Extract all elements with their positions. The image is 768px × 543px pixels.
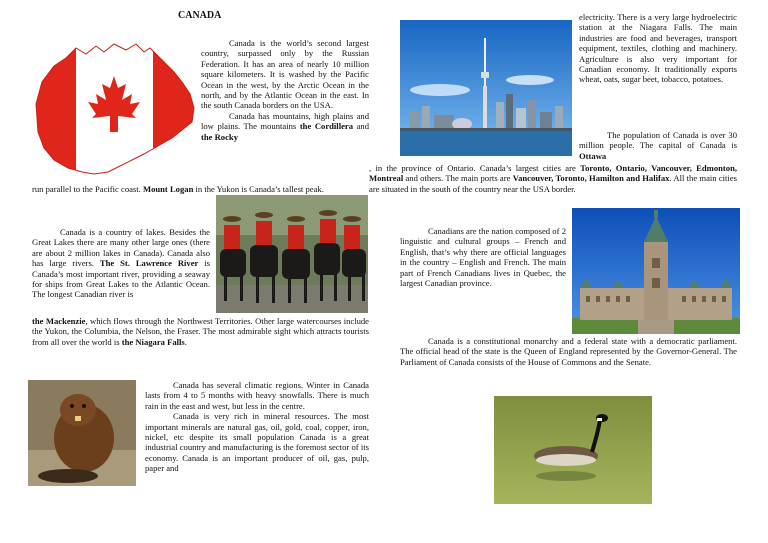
economy-text-block [579, 12, 737, 85]
rocky: the Rocky [201, 131, 238, 142]
paragraph-economy: electricity. There is a very large hydroelectric station at the Niagara Falls. The main industries are food and beverages, transport equipment, textiles, clothing and machinery. Agriculture is also very important for Canadian economy. It traditionally exports wheat, oats, sugar beet, tobacco, potatoes. [579, 12, 737, 85]
paragraph-population-start [579, 130, 737, 161]
text: in the Yukon is Canada’s tallest peak. [195, 184, 324, 194]
page-title: CANADA [178, 10, 222, 21]
paragraph-lakes [32, 227, 210, 300]
ottawa: Ottawa [579, 150, 607, 161]
text: , in the province of Ontario. Canada’s largest cities are [369, 163, 576, 173]
paragraph-climate: Canada has several climatic regions. Winter in Canada lasts from 4 to 5 months with heavy snowfalls. There is much rain in the east and west, but less in the centre. [145, 380, 369, 411]
niagara-falls: the Niagara Falls [121, 336, 185, 347]
lakes-text-block [32, 227, 210, 300]
mountains-continued [32, 184, 369, 194]
languages-text-block [400, 226, 566, 288]
paragraph-mountains-end [32, 184, 369, 194]
paragraph-mountains-start [201, 111, 369, 142]
text: , which flows through the Northwest Territories. Other large watercourses include the Yukon, the Columbia, the Nelson, the Fraser. The most admirable sight which attracts tourists from all over the world is [32, 316, 369, 347]
text: Canada has mountains, high plains and low plains. The mountains [201, 110, 369, 132]
largest-cities: Toronto, Ontario, Vancouver, Edmonton, Montreal [369, 163, 738, 184]
paragraph-minerals-start: Canada is very rich in mineral resources. The most important minerals are natural gas, oil, gold, coal, copper, iron, nickel, etc despite its small population Canada is a great industrial country and manufacturing is the foremost sector of its economy. Canada is an important producer of oil, gas, pulp, paper and [145, 411, 369, 474]
text: The population of Canada is over 30 million people. The capital of Canada is [579, 130, 737, 151]
text: . All the main cities are situated in the south of the country near the USA border. [369, 173, 737, 194]
text: is Canada’s most important river, providing a seaway for ships from Great Lakes to the Atlantic Ocean. The longest Canadian river is [32, 258, 210, 300]
government-text-block [400, 336, 737, 367]
st-lawrence: The St. Lawrence River [99, 258, 199, 269]
paragraph-languages: Canadians are the nation composed of 2 linguistic and cultural groups – French and English, that’s why there are official languages in the country – English and French. The main part of French Canadians lives in Quebec, the largest Canadian province. [400, 226, 566, 289]
paragraph-cities [369, 163, 737, 194]
rivers-text-block [32, 316, 369, 347]
toronto-skyline-image [400, 20, 572, 156]
cordillera: the Cordillera [299, 121, 354, 132]
canada-goose-image [494, 396, 652, 504]
mackenzie: the Mackenzie [32, 316, 86, 326]
paragraph-government: Canada is a constitutional monarchy and a federal state with a democratic parliament. The official head of the state is the Queen of England represented by the Governor-General. The Parliament of Canada consists of the House of Commons and the Senate. [400, 336, 737, 367]
beaver-image [28, 380, 136, 486]
cities-text-block [369, 163, 737, 194]
canada-flag-map-image [32, 42, 197, 182]
paragraph-area: Canada is the world’s second largest country, surpassed only by the Russian Federation. It has an area of nearly 10 million square kilometers. It is washed by the Pacific Ocean in the west, by the Arctic Ocean in the north, and by the Atlantic Ocean in the east. In the south Canada borders on the USA. [201, 38, 369, 111]
mounted-police-image [216, 195, 368, 313]
intro-text-block [201, 38, 369, 142]
paragraph-rivers [32, 316, 369, 347]
text: Canada is a country of lakes. Besides the Great Lakes there are many other large ones (there are about 2 million lakes in Canada). Canada also has large rivers. [32, 227, 210, 269]
main-ports: Vancouver, Toronto, Hamilton and Halifax [512, 173, 670, 184]
climate-text-block [145, 380, 369, 474]
mount-logan: Mount Logan [142, 184, 194, 194]
parliament-ottawa-image [572, 208, 740, 334]
population-text-block [579, 130, 737, 161]
text: run parallel to the Pacific coast. [32, 184, 141, 194]
text: and others. The main ports are [405, 173, 511, 184]
text: and [356, 121, 369, 132]
text: . [184, 336, 187, 347]
